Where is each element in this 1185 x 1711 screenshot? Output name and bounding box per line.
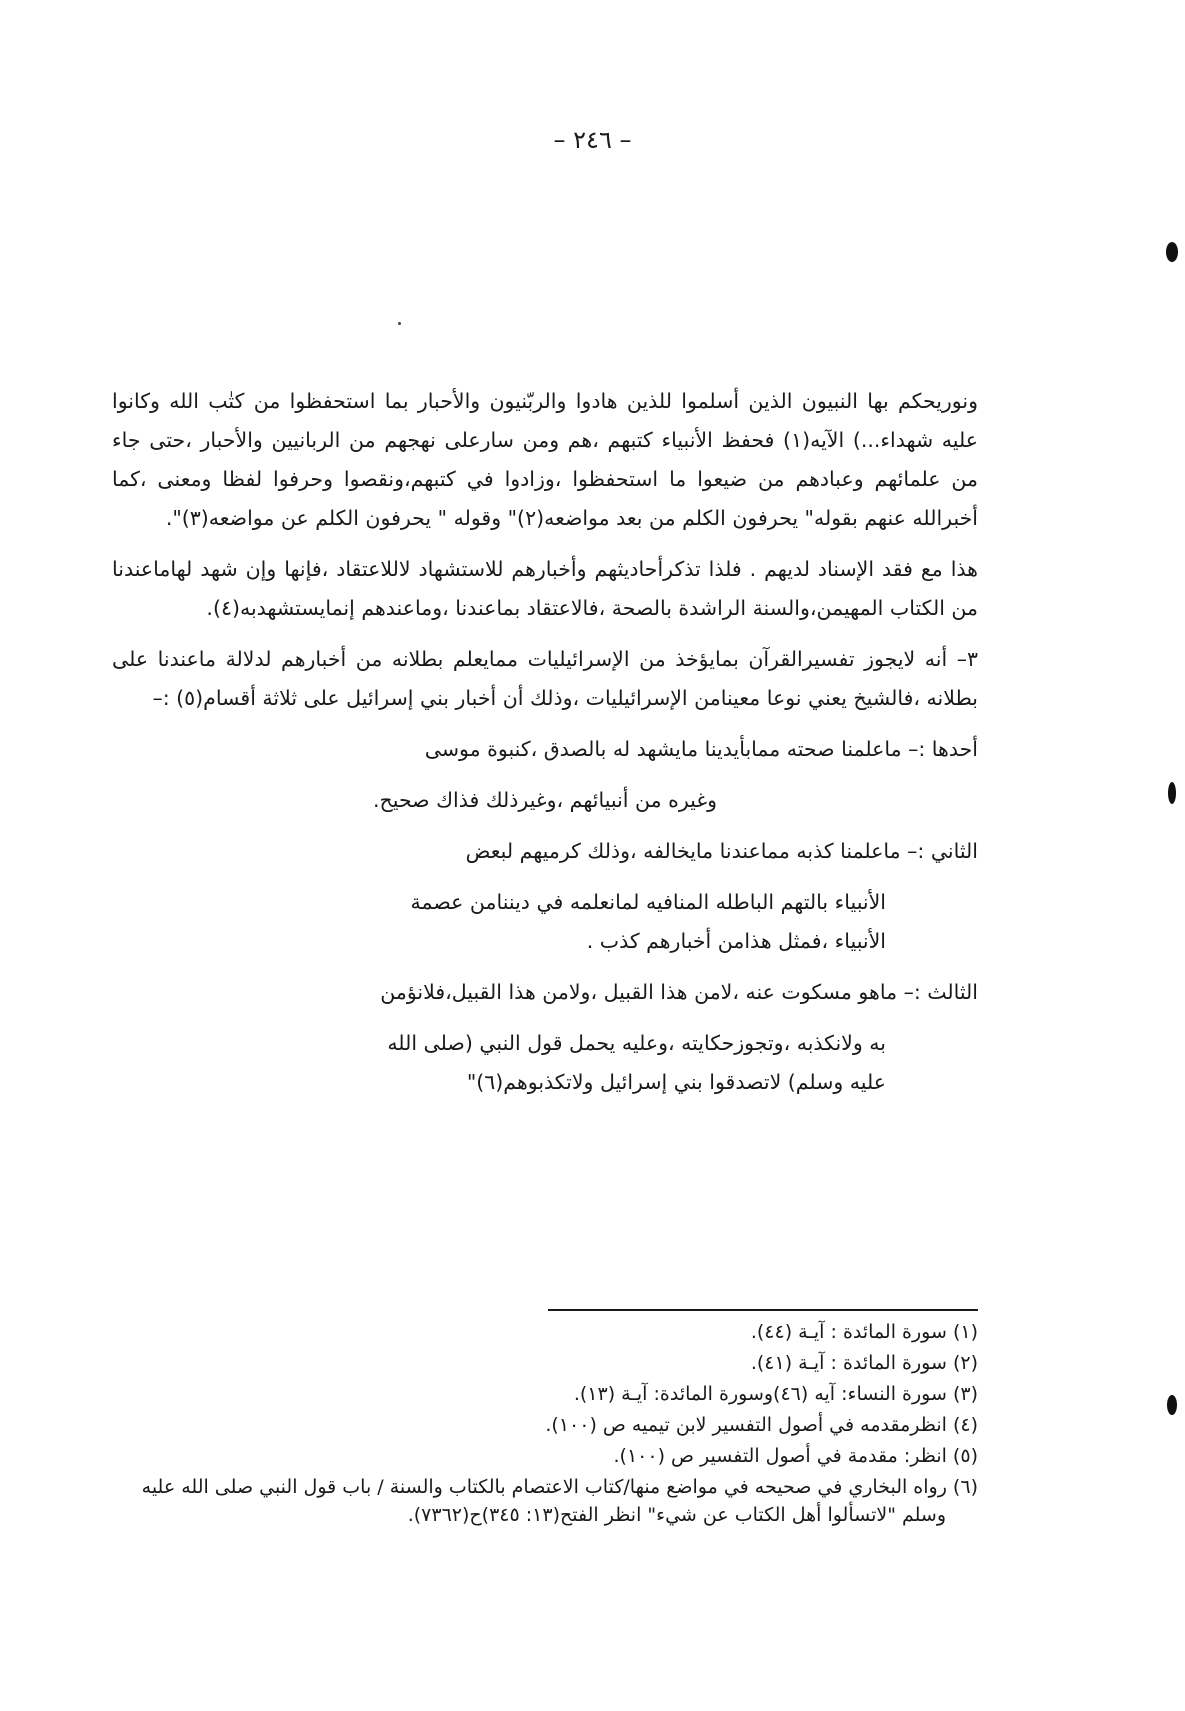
footnote: (٣) سورة النساء: آيه (٤٦)وسورة المائدة: آيـة (١٣).: [573, 1383, 978, 1405]
paragraph: ونوريحكم بها النبيون الذين أسلموا للذين هادوا والربّنيون والأحبار بما استحفظوا من كتٰب الله وكانوا عليه شهداء...) الآيه(١) فحفظ الأنبياء كتبهم ،هم ومن سارعلى نهجهم من الربانيين والأحبار ،حتى جاء من علمائهم وعبادهم من ضيعوا ما استحفظوا ،وزادوا في كتبهم،ونقصوا وحرفوا لفظا ومعنى ،كما أخبرالله عنهم بقوله" يحرفون الكلم من بعد مواضعه(٢)" وقوله " يحرفون الكلم عن مواضعه(٣)".: [112, 389, 979, 530]
list-item-continuation: الأنبياء بالتهم الباطله المنافيه لمانعلمه في ديننامن عصمة الأنبياء ،فمثل هذامن أخبارهم كذب .: [410, 890, 886, 953]
list-item: [112, 832, 978, 871]
paragraph: ٣– أنه لايجوز تفسيرالقرآن بمايؤخذ من الإسرائيليات ممايعلم بطلانه من أخبارهم لدلالة ماعندنا على بطلانه ،فالشيخ يعني نوعا معينامن الإسرائيليات ،وذلك أن أخبار بني إسرائيل على ثلاثة أقسام(٥) :–: [112, 647, 978, 710]
page-number: – ٢٤٦ –: [553, 126, 632, 154]
list-item: [112, 730, 978, 769]
list-item-line: أحدها :– ماعلمنا صحته ممابأيدينا مايشهد له بالصدق ،كنبوة موسى: [424, 737, 978, 761]
footnote: (٢) سورة المائدة : آيـة (٤١).: [750, 1352, 978, 1374]
paragraph: هذا مع فقد الإسناد لديهم . فلذا تذكرأحاديثهم وأخبارهم للاستشهاد لاللاعتقاد ،فإنها وإن شهد لهاماعندنا من الكتاب المهيمن،والسنة الراشدة بالصحة ،فالاعتقاد بماعندنا ،وماعندهم إنمايستشهدبه(٤).: [112, 557, 978, 620]
list-item-continuation: به ولانكذبه ،وتجوزحكايته ،وعليه يحمل قول النبي (صلى الله عليه وسلم) لاتصدقوا بني إسرائيل ولاتكذبوهم(٦)": [387, 1031, 886, 1094]
list-item-continuation: وغيره من أنبيائهم ،وغيرذلك فذاك صحيح.: [373, 788, 717, 812]
footnotes: [118, 1318, 978, 1532]
scan-mark: [1167, 1395, 1177, 1415]
footnote: (٦) رواه البخاري في صحيحه في مواضع منها/كتاب الاعتصام بالكتاب والسنة / باب قول النبي صلى الله عليه وسلم "لاتسألوا أهل الكتاب عن شيء" انظر الفتح(١٣: ٣٤٥)ح(٧٣٦٢).: [141, 1476, 978, 1526]
footnote: (١) سورة المائدة : آيـة (٤٤).: [750, 1321, 978, 1343]
list-item: [112, 973, 978, 1012]
footnote: (٥) انظر: مقدمة في أصول التفسير ص (١٠٠).: [613, 1445, 978, 1467]
scan-mark: [1166, 242, 1178, 262]
list-item-line: الثاني :– ماعلمنا كذبه مماعندنا مايخالفه ،وذلك كرميهم لبعض: [465, 839, 978, 863]
scan-speck: [398, 322, 401, 325]
scan-mark: [1168, 782, 1176, 804]
body-text: [112, 382, 978, 1114]
footnote-divider: [548, 1309, 978, 1311]
list-item-line: الثالث :– ماهو مسكوت عنه ،لامن هذا القبيل ،ولامن هذا القبيل،فلانؤمن: [380, 980, 978, 1004]
footnote: (٤) انظرمقدمه في أصول التفسير لابن تيميه ص (١٠٠).: [545, 1414, 978, 1436]
